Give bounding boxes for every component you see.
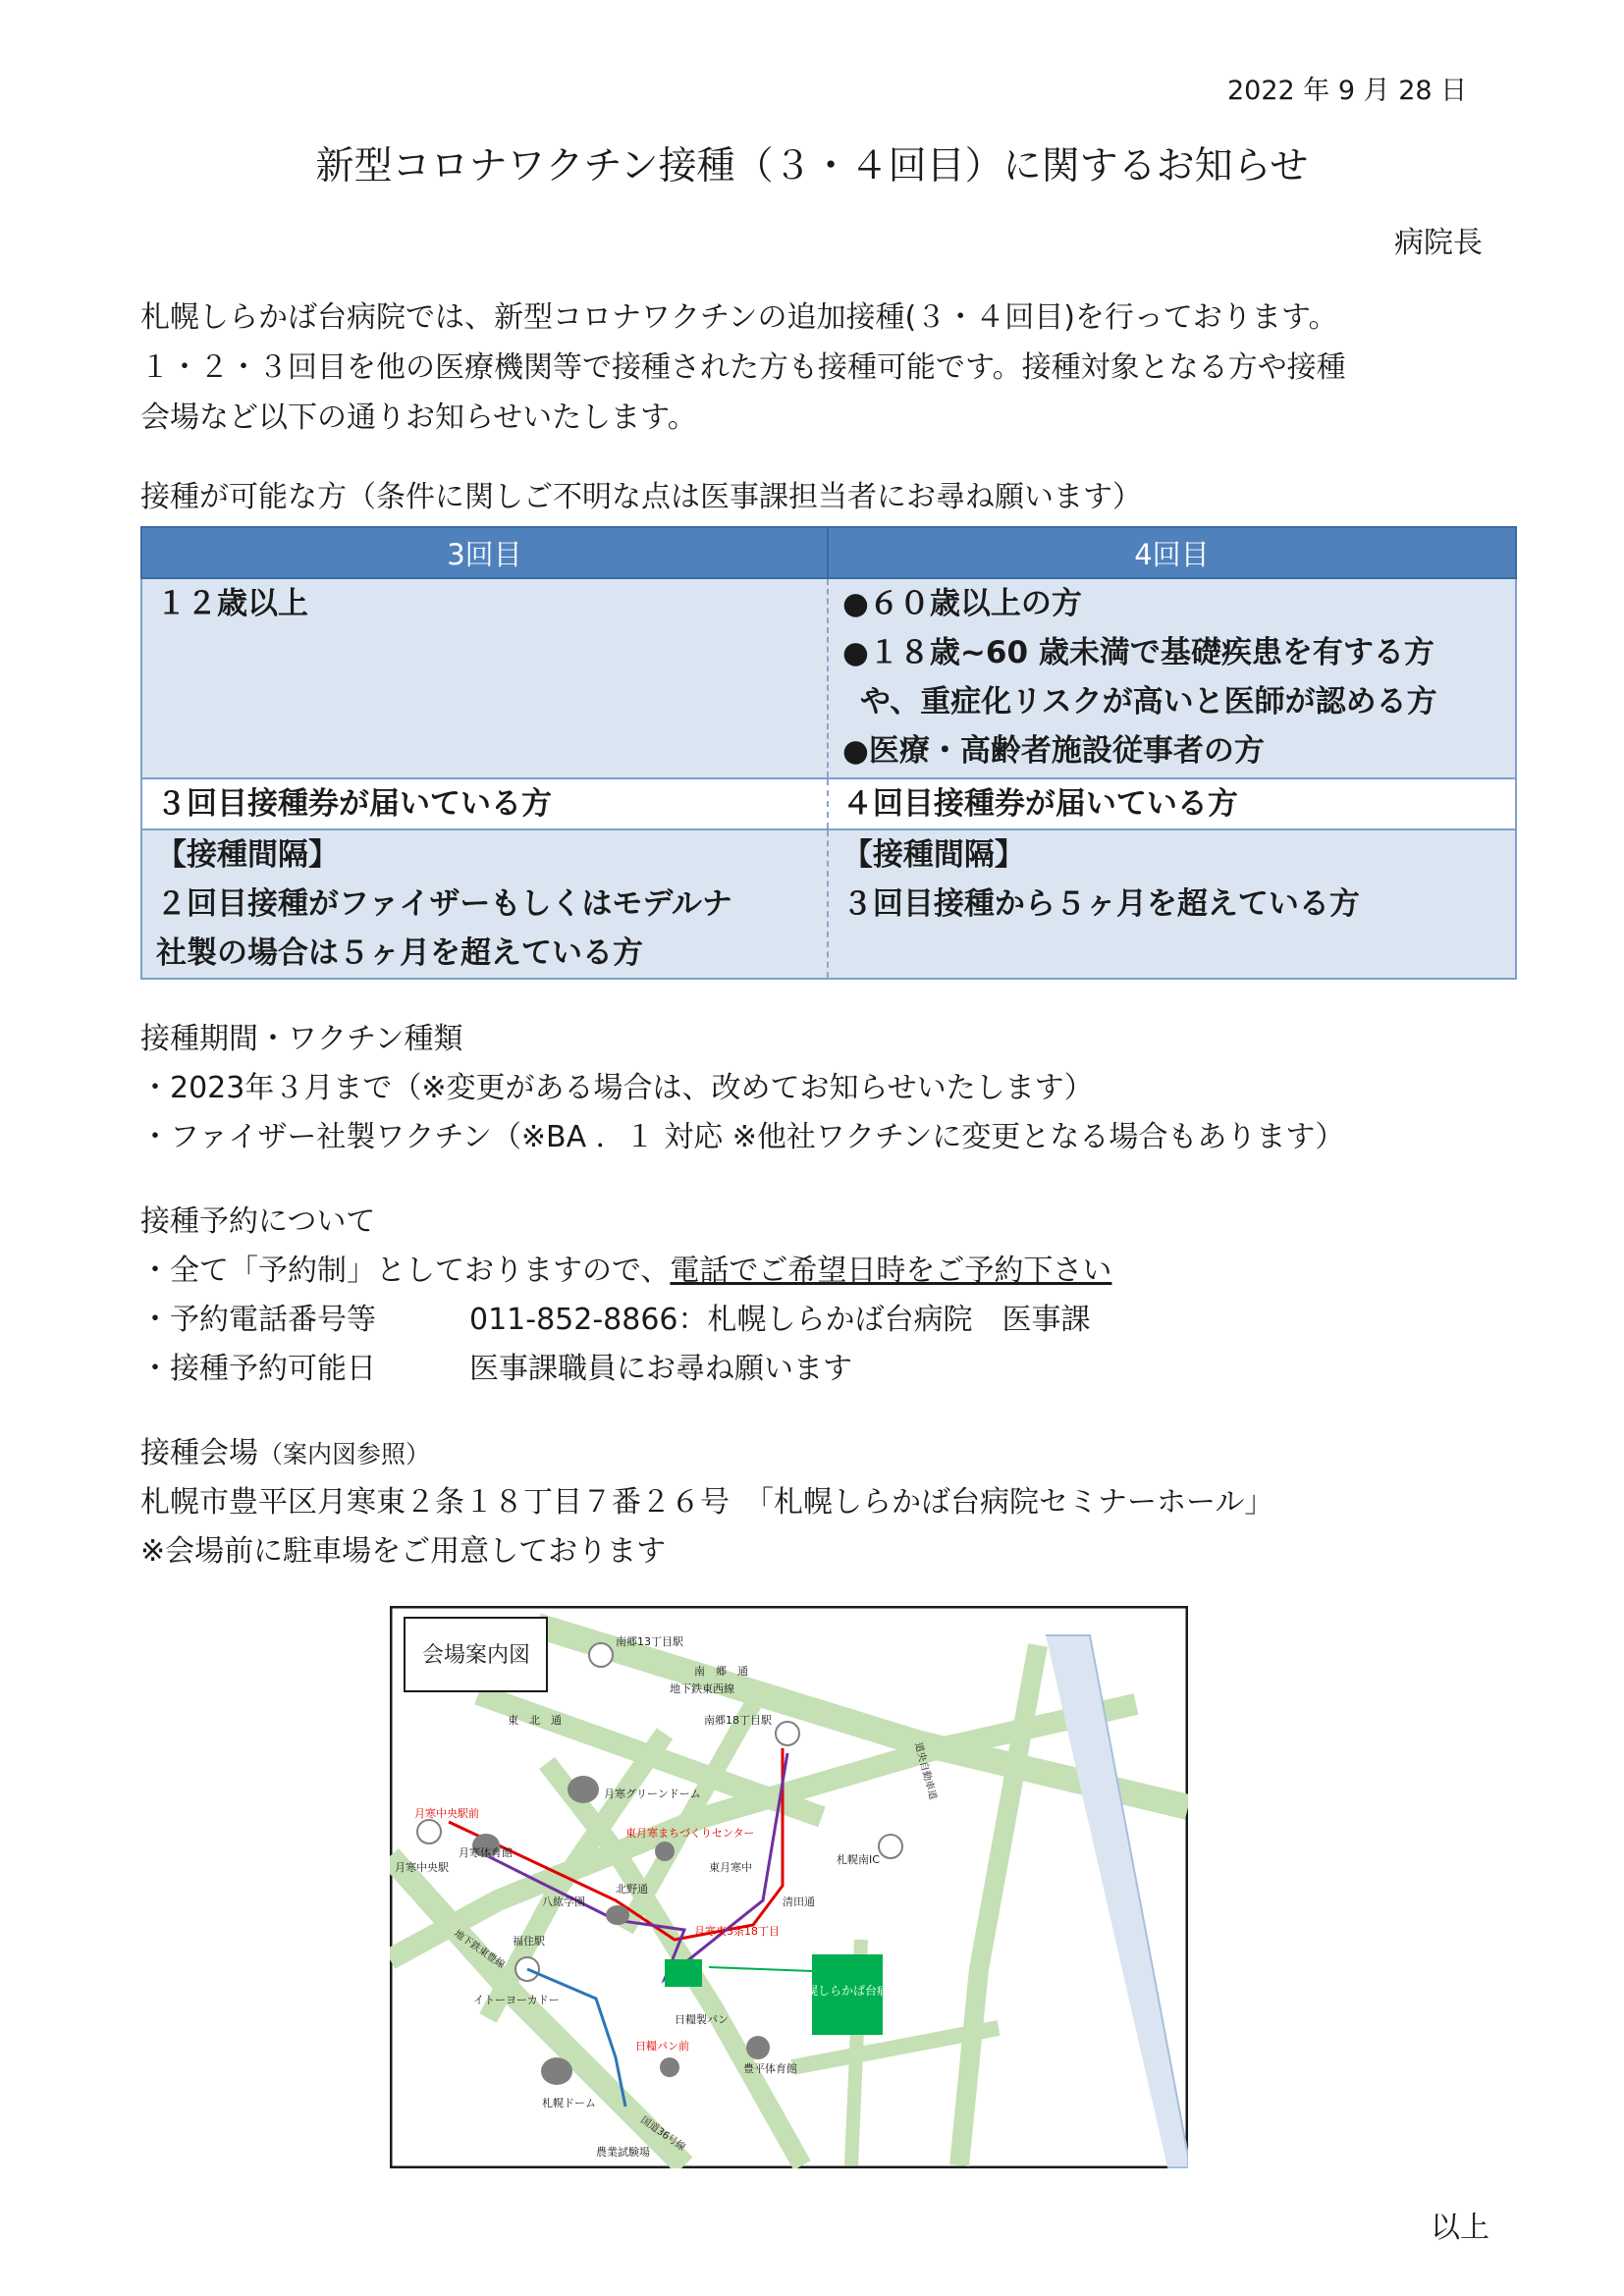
period-item: ・ファイザー社製ワクチン（※BA ．１ 対応 ※他社ワクチンに変更となる場合もあります） [140,1120,1345,1154]
col-header-3rd: 3回目 [141,527,828,578]
map-label: 東月寒中 [709,1861,752,1874]
age-condition-3rd: １２歳以上 [156,586,308,621]
map-label: 南郷13丁目駅 [616,1635,683,1648]
map-label: 東月寒まちづくりセンター [625,1827,755,1840]
intro-line: １・２・３回目を他の医療機関等で接種された方も接種可能です。接種対象となる方や接種 [140,350,1346,385]
map-label: 札幌ドーム [542,2097,596,2109]
nichiyo-icon [746,2036,770,2059]
map-label: 国道36号線 [638,2114,687,2154]
eligibility-heading: 接種が可能な方（条件に関しご不明な点は医事課担当者にお尋ね願います） [140,480,1142,514]
interval-condition-4th: 【接種間隔】 [841,837,1025,873]
ticket-condition-4th: ４回目接種券が届いている方 [841,786,1238,822]
map-label: 札幌南IC [837,1853,880,1866]
higashi-tsukisamu-chu-icon [655,1842,675,1861]
map-label: イトーヨーカドー [473,1994,560,2006]
green-dome-icon [568,1776,599,1803]
document-date: 2022 年 9 月 28 日 [1227,76,1468,106]
age-condition-4th: ●医療・高齢者施設従事者の方 [841,733,1265,769]
closing-word: 以上 [1431,2211,1489,2245]
interval-condition-4th: ３回目接種から５ヶ月を超えている方 [841,886,1360,922]
station-nango13-marker [589,1643,613,1667]
venue-address: 札幌市豊平区月寒東２条１８丁目７番２６号 「札幌しらかば台病院セミナーホール」 [140,1485,1274,1520]
reservation-label: ・接種予約可能日 [140,1352,376,1386]
reservation-phone-note: 電話でご希望日時をご予約下さい [670,1254,1112,1288]
venue-heading-text: 接種会場 [140,1436,258,1470]
map-label: 北野通 [616,1883,648,1896]
reservation-item [140,1247,1111,1296]
table-cell [828,829,1516,979]
map-label: 月寒中央駅 [395,1861,449,1874]
reservation-heading: 接種予約について [140,1204,376,1239]
age-condition-4th: ●１８歳~60 歳未満で基礎疾患を有する方 [841,635,1435,670]
col-header-4th: 4回目 [828,527,1516,578]
map-label: 月寒グリーンドーム [604,1788,701,1800]
hakko-icon [606,1905,629,1925]
intro-line: 会場など以下の通りお知らせいたします。 [140,400,697,435]
intro-paragraph [140,293,1515,443]
table-cell [141,578,828,778]
map-label: 八紘学園 [542,1896,585,1908]
venue-heading-note: （案内図参照） [258,1440,431,1468]
table-cell [828,578,1516,778]
ticket-condition-3rd: ３回目接種券が届いている方 [156,786,552,822]
reservation-label: ・予約電話番号等 [140,1303,376,1337]
reservation-item-text: ・全て「予約制」としておりますので、 [140,1254,671,1288]
station-nango18-marker [776,1722,799,1745]
ic-marker [879,1835,902,1858]
map-label: 月寒体育館 [459,1846,513,1859]
table-row [141,778,1516,829]
table-cell [141,829,828,979]
interval-condition-3rd: 【接種間隔】 [156,837,339,873]
map-label: 日糧パン前 [635,2040,689,2053]
map-label: 月寒東3条18丁目 [694,1925,780,1938]
map-label: 月寒中央駅前 [414,1807,479,1820]
map-label: 道央自動車道 [912,1740,939,1801]
map-label: 南 郷 通 [694,1665,748,1678]
map-label: 豊平体育館 [743,2062,797,2075]
interval-condition-3rd: ２回目接種がファイザーもしくはモデルナ [156,886,732,922]
reservation-dates: 医事課職員にお尋ね願います [469,1352,852,1386]
map-label: 地下鉄東豊線 [452,1928,507,1971]
map-label: 地下鉄東西線 [670,1682,734,1695]
document-title: 新型コロナワクチン接種（３・４回目）に関するお知らせ [315,144,1309,188]
table-row [141,578,1516,778]
map-label: 福住駅 [513,1935,545,1948]
age-condition-4th: ●６０歳以上の方 [841,586,1082,621]
period-heading: 接種期間・ワクチン種類 [140,1022,463,1056]
reservation-phone: 011-852-8866：札幌しらかば台病院 医事課 [469,1303,1091,1337]
sapporo-dome-icon [541,2057,572,2085]
map-label: 日糧製パン [675,2013,729,2026]
map-label: 農業試験場 [596,2146,650,2159]
venue-parking: ※会場前に駐車場をご用意しております [140,1534,667,1569]
table-cell [141,778,828,829]
nogyo-icon [660,2057,679,2077]
map-title: 会場案内図 [421,1643,531,1668]
interval-condition-3rd: 社製の場合は５ヶ月を超えている方 [156,935,643,971]
map-label: 清田通 [783,1896,815,1908]
venue-map [390,1606,1188,2168]
table-row [141,829,1516,979]
age-condition-4th: や、重症化リスクが高いと医師が認める方 [859,684,1437,720]
intro-line: 札幌しらかば台病院では、新型コロナワクチンの追加接種(３・４回目)を行っております。 [140,300,1338,335]
hospital-site-marker [665,1959,702,1987]
map-label: 南郷18丁目駅 [704,1714,772,1727]
period-item: ・2023年３月まで（※変更がある場合は、改めてお知らせいたします） [140,1071,1094,1105]
station-tsukisamu-chuo-marker [417,1820,441,1843]
table-cell [828,778,1516,829]
document-author: 病院長 [1394,226,1483,260]
venue-heading [140,1429,430,1479]
map-label: 東 北 通 [508,1714,562,1727]
eligibility-table [140,526,1517,980]
hospital-label: 札幌しらかば台病院 [793,1984,901,1998]
